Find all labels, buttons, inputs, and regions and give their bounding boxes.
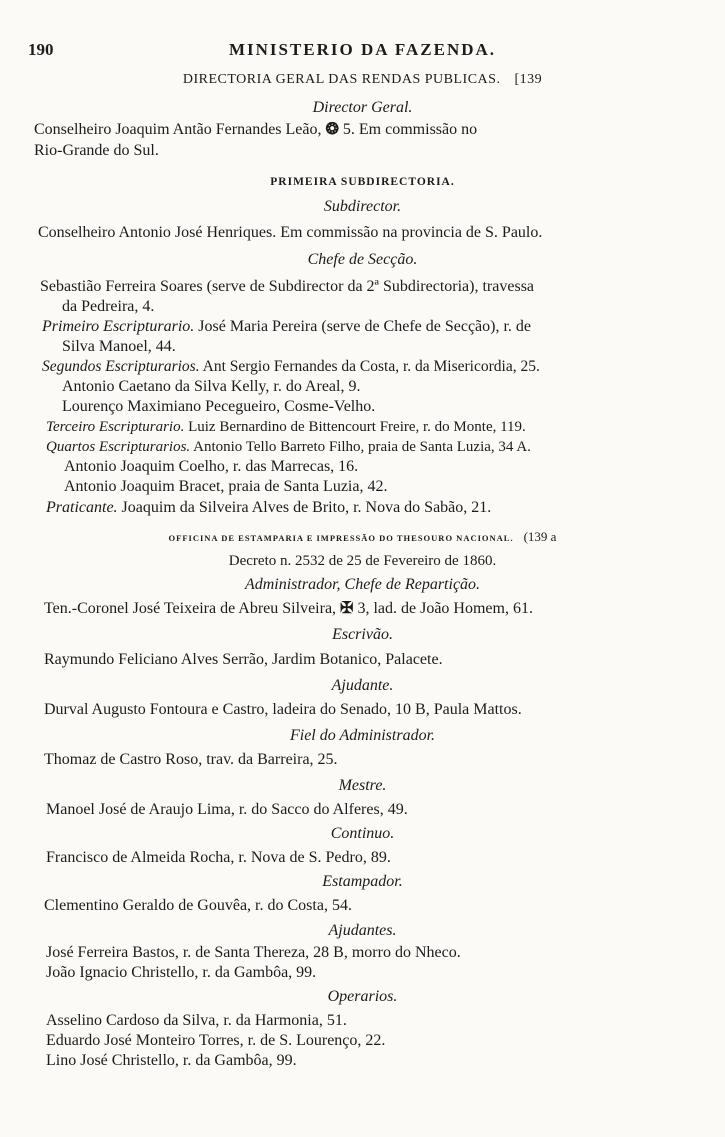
directoria-heading (0, 70, 725, 90)
praticante-title: Praticante. (46, 499, 118, 516)
primeiro-escripturario-line (42, 317, 725, 337)
quartos-escripturarios-line2: Antonio Joaquim Coelho, r. das Marrecas, 16. (64, 458, 359, 475)
escrivao-title: Escrivão. (332, 626, 393, 643)
estampador-title: Estampador. (322, 873, 403, 890)
segundos-escripturarios-line2: Antonio Caetano da Silva Kelly, r. do Areal, 9. (62, 378, 361, 395)
operarios-line2: Eduardo José Monteiro Torres, r. de S. Lourenço, 22. (46, 1032, 386, 1049)
administrador-name: Ten.-Coronel José Teixeira de Abreu Silveira, (44, 600, 337, 617)
continuo-title: Continuo. (330, 825, 395, 842)
ajudantes-line2: João Ignacio Christello, r. da Gambôa, 99. (46, 964, 317, 981)
chefe-seccao-line2: da Pedreira, 4. (62, 298, 155, 315)
terceiro-escripturario-title: Terceiro Escripturario. (46, 419, 185, 435)
director-geral-note: 5. Em commissão no (342, 121, 478, 138)
terceiro-escripturario-text: Luiz Bernardino de Bittencourt Freire, r. do Monte, 119. (188, 419, 526, 435)
administrador-address: 3, lad. de João Homem, 61. (357, 600, 533, 617)
segundos-escripturarios-title: Segundos Escripturarios. (42, 358, 200, 375)
cross-insignia-icon: ✠ (340, 600, 354, 617)
primeiro-escripturario-line2: Silva Manoel, 44. (62, 338, 176, 355)
subdirector-line: Conselheiro Antonio José Henriques. Em commissão na provincia de S. Paulo. (38, 224, 543, 241)
ajudante-line: Durval Augusto Fontoura e Castro, ladeira do Senado, 10 B, Paula Mattos. (44, 701, 522, 718)
ajudantes-title: Ajudantes. (328, 922, 397, 939)
operarios-title: Operarios. (327, 988, 398, 1005)
administrador-title: Administrador, Chefe de Repartição. (244, 576, 481, 593)
quartos-escripturarios-text: Antonio Tello Barreto Filho, praia de Santa Luzia, 34 A. (193, 439, 531, 455)
directoria-title: DIRECTORIA GERAL DAS RENDAS PUBLICAS. (182, 72, 501, 87)
officina-heading (0, 527, 725, 548)
mestre-title: Mestre. (338, 777, 387, 794)
quartos-escripturarios-line (46, 437, 725, 457)
director-geral-title: Director Geral. (312, 99, 413, 116)
ajudante-title: Ajudante. (331, 677, 394, 694)
chefe-seccao-title: Chefe de Secção. (307, 251, 418, 268)
fiel-title: Fiel do Administrador. (289, 727, 436, 744)
segundos-escripturarios-line (42, 357, 725, 377)
fiel-line: Thomaz de Castro Roso, trav. da Barreira, 25. (44, 751, 338, 768)
director-geral-name: Conselheiro Joaquim Antão Fernandes Leão, (34, 121, 322, 138)
directoria-ref: [139 (514, 72, 543, 87)
officina-ref: (139 a (523, 529, 557, 544)
terceiro-escripturario-line (46, 417, 725, 437)
order-insignia-icon: ❂ (325, 121, 339, 138)
praticante-text: Joaquim da Silveira Alves de Brito, r. Nova do Sabão, 21. (121, 499, 492, 516)
escrivao-line: Raymundo Feliciano Alves Serrão, Jardim Botanico, Palacete. (44, 651, 443, 668)
estampador-line: Clementino Geraldo de Gouvêa, r. do Costa, 54. (44, 897, 352, 914)
segundos-escripturarios-line3: Lourenço Maximiano Pecegueiro, Cosme-Velho. (62, 398, 376, 415)
director-geral-line1 (34, 120, 694, 140)
subdirector-title: Subdirector. (323, 198, 402, 215)
primeira-subdirectoria-heading: PRIMEIRA SUBDIRECTORIA. (270, 176, 455, 188)
running-title: MINISTERIO DA FAZENDA. (228, 40, 497, 59)
praticante-line (46, 498, 670, 518)
continuo-line: Francisco de Almeida Rocha, r. Nova de S. Pedro, 89. (46, 849, 391, 866)
primeiro-escripturario-title: Primeiro Escripturario. (42, 318, 195, 335)
operarios-line3: Lino José Christello, r. da Gambôa, 99. (46, 1052, 297, 1069)
officina-title: OFFICINA DE ESTAMPARIA E IMPRESSÃO DO THESOURO NACIONAL. (168, 533, 514, 543)
segundos-escripturarios-text: Ant Sergio Fernandes da Costa, r. da Misericordia, 25. (202, 358, 540, 375)
ajudantes-line1: José Ferreira Bastos, r. de Santa Thereza, 28 B, morro do Nheco. (46, 944, 461, 961)
operarios-line1: Asselino Cardoso da Silva, r. da Harmonia, 51. (46, 1012, 347, 1029)
quartos-escripturarios-line3: Antonio Joaquim Bracet, praia de Santa Luzia, 42. (64, 478, 388, 495)
page-number: 190 (28, 40, 54, 59)
officina-decree: Decreto n. 2532 de 25 de Fevereiro de 1860. (228, 553, 497, 569)
chefe-seccao-line1: Sebastião Ferreira Soares (serve de Subdirector da 2ª Subdirectoria), travessa (40, 278, 535, 295)
primeiro-escripturario-text: José Maria Pereira (serve de Chefe de Secção), r. de (198, 318, 532, 335)
mestre-line: Manoel José de Araujo Lima, r. do Sacco do Alferes, 49. (46, 801, 408, 818)
administrador-line (44, 599, 725, 619)
director-geral-line2: Rio-Grande do Sul. (34, 142, 159, 159)
page-header (28, 40, 697, 64)
quartos-escripturarios-title: Quartos Escripturarios. (46, 439, 191, 455)
